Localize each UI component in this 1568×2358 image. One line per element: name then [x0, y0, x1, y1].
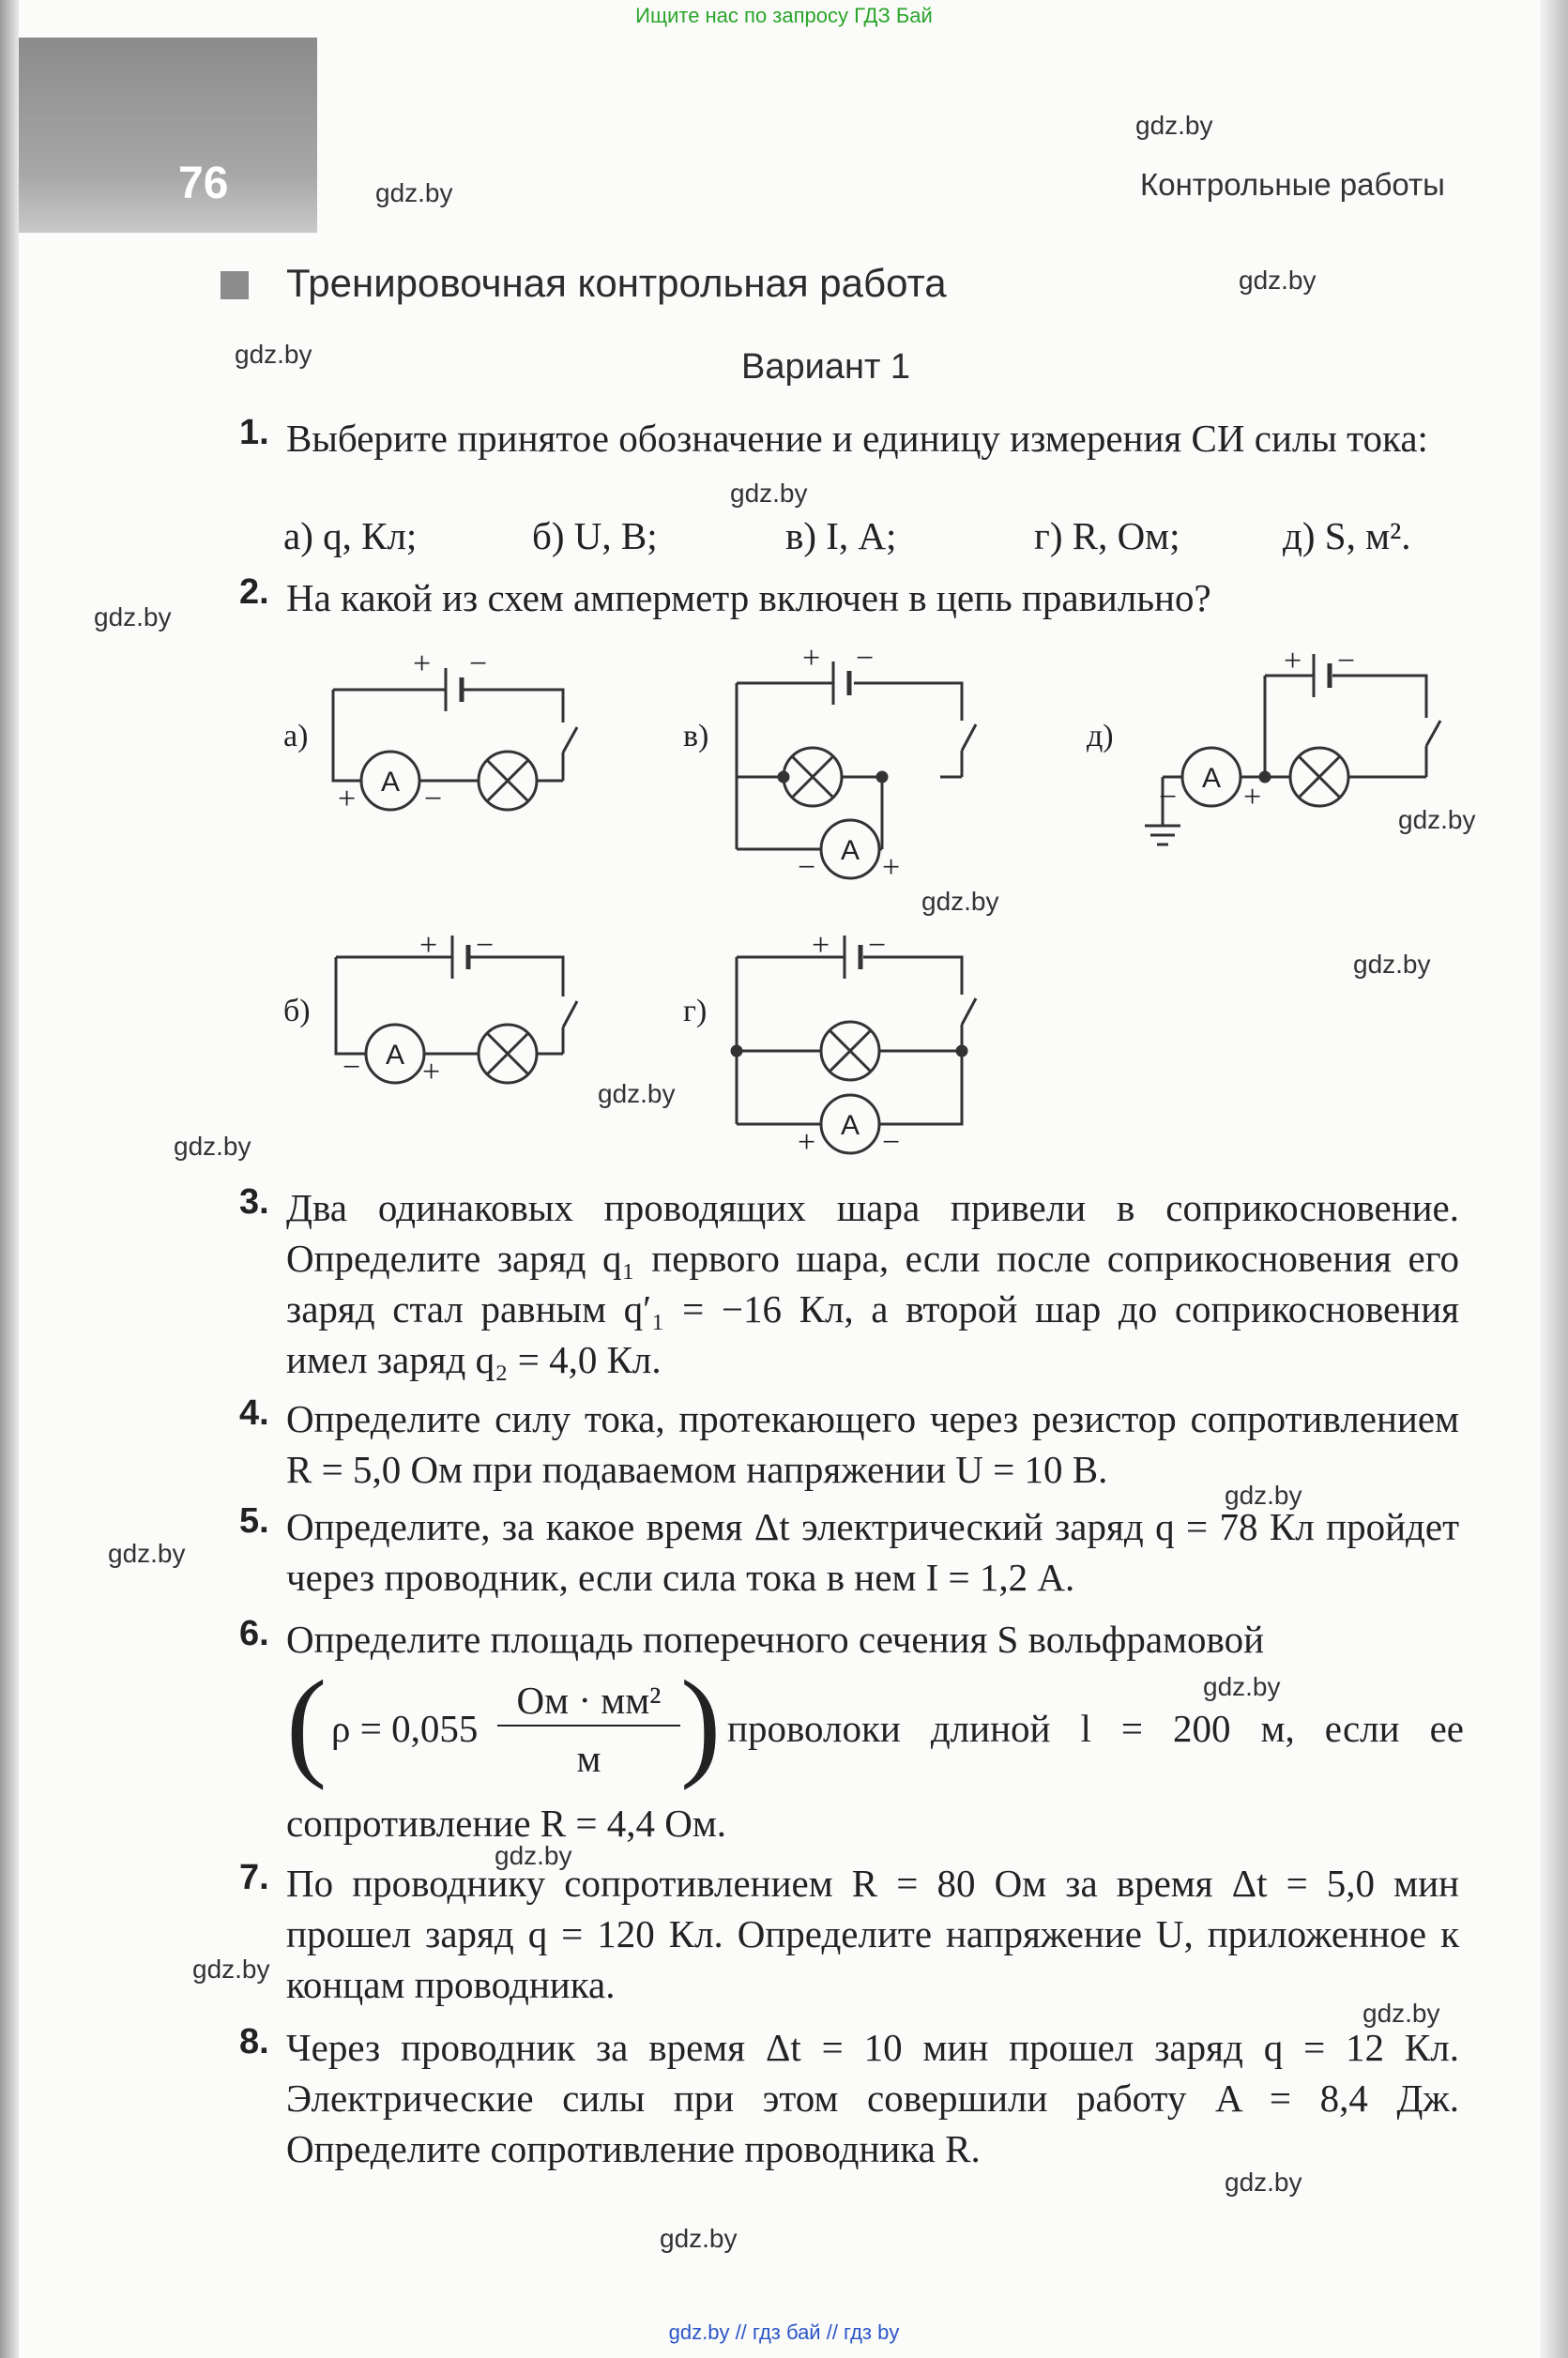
- circuit-label-d: д): [1087, 719, 1114, 753]
- watermark: gdz.by: [495, 1841, 572, 1870]
- question-3: [239, 1182, 1459, 1385]
- ammeter-letter: A: [841, 835, 860, 866]
- circuit-a: [333, 668, 577, 810]
- question-number: 3.: [239, 1182, 269, 1222]
- ammeter-letter: A: [1202, 763, 1222, 794]
- watermark: gdz.by: [921, 887, 999, 916]
- question-text: сопротивление R = 4,4 Ом.: [286, 1802, 727, 1845]
- question-6: [239, 1614, 1459, 1665]
- question-text: Определите площадь поперечного сечения S вольфрамовой: [286, 1618, 1265, 1661]
- battery-plus: +: [812, 928, 830, 963]
- answer-b: б) U, В;: [532, 514, 658, 557]
- question-number: 6.: [239, 1614, 269, 1653]
- answer-a: а) q, Кл;: [283, 514, 418, 557]
- watermark: gdz.by: [730, 479, 808, 508]
- watermark: gdz.by: [174, 1132, 251, 1161]
- ammeter-minus: −: [798, 850, 816, 885]
- question-number: 1.: [239, 413, 269, 452]
- watermark: gdz.by: [1203, 1672, 1281, 1701]
- question-number: 7.: [239, 1858, 269, 1897]
- circuit-b: [336, 936, 577, 1083]
- watermark: gdz.by: [660, 2224, 738, 2253]
- question-text: проволоки длиной l = 200 м, если ее: [727, 1707, 1464, 1750]
- formula-line: [286, 1656, 1469, 1792]
- close-paren: ): [680, 1656, 722, 1791]
- battery-minus: −: [856, 641, 875, 676]
- watermark: gdz.by: [1225, 2168, 1302, 2197]
- watermark: gdz.by: [192, 1955, 270, 1984]
- ammeter-letter: A: [381, 767, 401, 798]
- circuit-label-g: г): [683, 994, 708, 1028]
- circuit-d: [1145, 654, 1440, 844]
- question-number: 2.: [239, 572, 269, 612]
- ammeter-letter: A: [841, 1110, 860, 1141]
- answer-v: в) I, А;: [785, 514, 897, 557]
- battery-minus: −: [868, 928, 887, 963]
- section-title: Тренировочная контрольная работа: [286, 261, 947, 305]
- question-text: Выберите принятое обозначение и единицу измерения СИ силы тока:: [286, 417, 1428, 460]
- open-paren: (: [286, 1656, 327, 1791]
- battery-minus: −: [476, 928, 495, 963]
- circuit-label-b: б): [283, 994, 311, 1028]
- question-6-end: [239, 1798, 1459, 1848]
- question-number: 8.: [239, 2022, 269, 2061]
- ammeter-minus: −: [343, 1050, 361, 1085]
- watermark: gdz.by: [108, 1539, 186, 1568]
- question-text: Определите силу тока, протекающего через резистор сопротивлением R = 5,0 Ом при подаваемом напряжении U = 10 В.: [286, 1397, 1459, 1491]
- watermark: gdz.by: [94, 602, 172, 631]
- ammeter-plus: +: [882, 850, 901, 885]
- battery-plus: +: [802, 641, 821, 676]
- battery-minus: −: [1337, 644, 1356, 678]
- watermark: gdz.by: [1225, 1481, 1302, 1510]
- question-text: Определите, за какое время Δt электрический заряд q = 78 Кл пройдет через проводник, если сила тока в нем I = 1,2 А.: [286, 1505, 1459, 1599]
- question-8: [239, 2022, 1459, 2174]
- question-4: [239, 1393, 1459, 1495]
- running-header: Контрольные работы: [1140, 167, 1445, 202]
- formula-rho: ρ = 0,055: [331, 1707, 479, 1750]
- ammeter-minus: −: [424, 782, 443, 816]
- footer-links[interactable]: gdz.by // гдз бай // гдз by: [668, 2320, 900, 2344]
- watermark: gdz.by: [1239, 266, 1317, 295]
- question-text: По проводнику сопротивлением R = 80 Ом за время Δt = 5,0 мин прошел заряд q = 120 Кл. Определите напряжение U, приложенное к концам проводника.: [286, 1862, 1459, 2006]
- circuit-label-v: в): [683, 719, 709, 753]
- watermark: gdz.by: [1398, 805, 1476, 834]
- question-text: На какой из схем амперметр включен в цепь правильно?: [286, 576, 1211, 619]
- page-number: 76: [178, 159, 229, 208]
- variant-heading: Вариант 1: [741, 347, 911, 387]
- question-text: Через проводник за время Δt = 10 мин прошел заряд q = 12 Кл. Электрические силы при этом совершили работу A = 8,4 Дж. Определите сопротивление проводника R.: [286, 2026, 1459, 2170]
- ammeter-letter: A: [386, 1040, 405, 1071]
- ammeter-minus: −: [882, 1125, 901, 1160]
- answer-d: д) S, м².: [1283, 514, 1411, 557]
- ammeter-minus: −: [1159, 780, 1178, 814]
- question-5: [239, 1501, 1459, 1603]
- watermark: gdz.by: [1353, 950, 1431, 979]
- ammeter-plus: +: [798, 1125, 816, 1160]
- top-banner[interactable]: Ищите нас по запросу ГДЗ Бай: [635, 4, 933, 27]
- ammeter-plus: +: [338, 782, 357, 816]
- question-text: Два одинаковых проводящих шара привели в соприкосновение. Определите заряд q₁ первого шара, если после соприкосновения его заряд стал равным q′₁ = −16 Кл, а второй шар до соприкосновения имел заряд q₂ = 4,0 Кл.: [286, 1186, 1459, 1381]
- battery-plus: +: [419, 928, 438, 963]
- watermark: gdz.by: [235, 340, 312, 369]
- ammeter-plus: +: [422, 1055, 441, 1089]
- ammeter-plus: +: [1243, 780, 1262, 814]
- question-number: 5.: [239, 1501, 269, 1541]
- formula-denominator: м: [576, 1737, 601, 1780]
- watermark: gdz.by: [1135, 111, 1213, 140]
- answer-g: г) R, Ом;: [1034, 514, 1180, 557]
- watermark: gdz.by: [1362, 1999, 1440, 2028]
- formula-numerator: Ом · мм²: [497, 1678, 680, 1727]
- battery-plus: +: [413, 647, 432, 681]
- circuit-label-a: а): [283, 719, 309, 753]
- battery-minus: −: [469, 647, 488, 681]
- watermark: gdz.by: [375, 178, 453, 207]
- question-number: 4.: [239, 1393, 269, 1433]
- battery-plus: +: [1284, 644, 1302, 678]
- watermark: gdz.by: [598, 1079, 676, 1108]
- question-7: [239, 1858, 1459, 2010]
